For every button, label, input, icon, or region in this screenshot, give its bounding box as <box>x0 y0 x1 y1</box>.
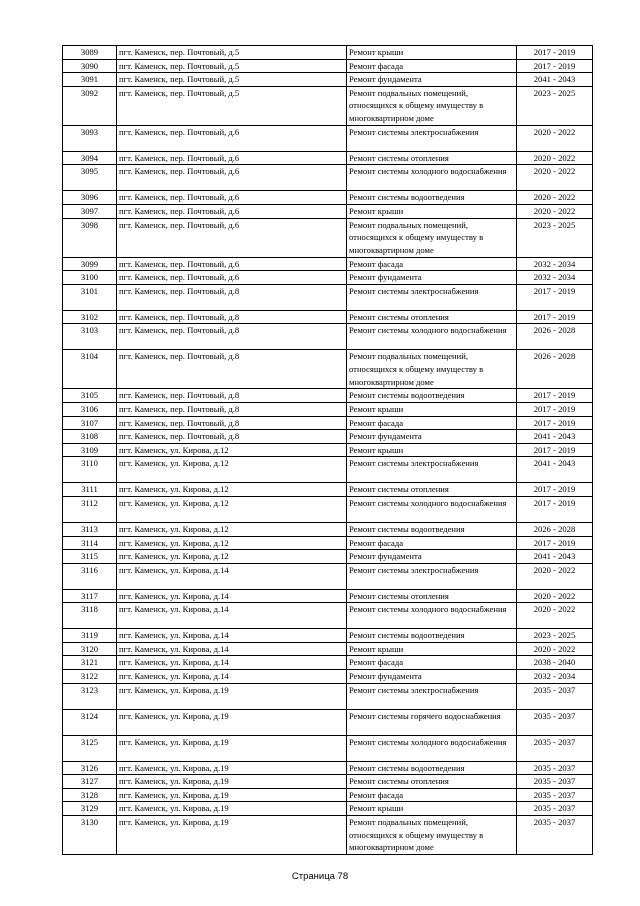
row-work-type: Ремонт подвальных помещений, относящихся к общему имуществу в многоквартирном доме <box>347 350 517 389</box>
table-row <box>63 86 593 125</box>
row-address: пгт. Каменск, пер. Почтовый, д.5 <box>117 59 347 73</box>
row-work-type: Ремонт системы холодного водоснабжения <box>347 165 517 191</box>
row-number: 3091 <box>63 73 117 87</box>
row-work-type: Ремонт системы холодного водоснабжения <box>347 324 517 350</box>
row-period: 2017 - 2019 <box>517 416 593 430</box>
row-period: 2017 - 2019 <box>517 402 593 416</box>
row-address: пгт. Каменск, пер. Почтовый, д.6 <box>117 271 347 285</box>
row-work-type: Ремонт системы отопления <box>347 589 517 603</box>
row-number: 3108 <box>63 430 117 444</box>
row-work-type: Ремонт системы холодного водоснабжения <box>347 603 517 629</box>
row-number: 3113 <box>63 522 117 536</box>
row-period: 2020 - 2022 <box>517 125 593 151</box>
row-work-type: Ремонт системы электроснабжения <box>347 457 517 483</box>
row-period: 2026 - 2028 <box>517 350 593 389</box>
row-period: 2017 - 2019 <box>517 443 593 457</box>
row-work-type: Ремонт системы электроснабжения <box>347 683 517 709</box>
row-period: 2035 - 2037 <box>517 709 593 735</box>
row-period: 2020 - 2022 <box>517 191 593 205</box>
table-row <box>63 656 593 670</box>
row-number: 3124 <box>63 709 117 735</box>
row-address: пгт. Каменск, ул. Кирова, д.19 <box>117 775 347 789</box>
row-address: пгт. Каменск, ул. Кирова, д.19 <box>117 709 347 735</box>
row-number: 3122 <box>63 670 117 684</box>
row-work-type: Ремонт системы электроснабжения <box>347 563 517 589</box>
row-number: 3123 <box>63 683 117 709</box>
row-address: пгт. Каменск, пер. Почтовый, д.8 <box>117 284 347 310</box>
table-row <box>63 629 593 643</box>
table-row <box>63 550 593 564</box>
row-address: пгт. Каменск, пер. Почтовый, д.6 <box>117 151 347 165</box>
row-number: 3099 <box>63 257 117 271</box>
row-address: пгт. Каменск, ул. Кирова, д.19 <box>117 816 347 855</box>
row-number: 3114 <box>63 536 117 550</box>
row-period: 2035 - 2037 <box>517 683 593 709</box>
row-work-type: Ремонт системы водоотведения <box>347 522 517 536</box>
row-number: 3104 <box>63 350 117 389</box>
row-work-type: Ремонт крыши <box>347 802 517 816</box>
row-number: 3121 <box>63 656 117 670</box>
row-period: 2017 - 2019 <box>517 483 593 497</box>
row-work-type: Ремонт фундамента <box>347 430 517 444</box>
row-work-type: Ремонт системы отопления <box>347 310 517 324</box>
row-number: 3094 <box>63 151 117 165</box>
row-number: 3116 <box>63 563 117 589</box>
table-row <box>63 165 593 191</box>
row-address: пгт. Каменск, пер. Почтовый, д.8 <box>117 310 347 324</box>
row-address: пгт. Каменск, ул. Кирова, д.12 <box>117 522 347 536</box>
row-period: 2035 - 2037 <box>517 775 593 789</box>
row-period: 2020 - 2022 <box>517 563 593 589</box>
table-row <box>63 59 593 73</box>
table-row <box>63 389 593 403</box>
row-work-type: Ремонт крыши <box>347 204 517 218</box>
row-period: 2017 - 2019 <box>517 59 593 73</box>
row-period: 2041 - 2043 <box>517 73 593 87</box>
row-period: 2020 - 2022 <box>517 589 593 603</box>
row-work-type: Ремонт фасада <box>347 257 517 271</box>
row-period: 2017 - 2019 <box>517 284 593 310</box>
row-number: 3120 <box>63 642 117 656</box>
row-number: 3110 <box>63 457 117 483</box>
row-period: 2035 - 2037 <box>517 788 593 802</box>
row-work-type: Ремонт подвальных помещений, относящихся к общему имуществу в многоквартирном доме <box>347 816 517 855</box>
row-period: 2023 - 2025 <box>517 218 593 257</box>
row-work-type: Ремонт фундамента <box>347 670 517 684</box>
row-number: 3098 <box>63 218 117 257</box>
row-period: 2032 - 2034 <box>517 257 593 271</box>
table-row <box>63 670 593 684</box>
row-work-type: Ремонт фасада <box>347 536 517 550</box>
row-address: пгт. Каменск, ул. Кирова, д.12 <box>117 496 347 522</box>
row-number: 3096 <box>63 191 117 205</box>
table-row <box>63 735 593 761</box>
row-work-type: Ремонт фасада <box>347 59 517 73</box>
row-period: 2035 - 2037 <box>517 735 593 761</box>
row-period: 2041 - 2043 <box>517 550 593 564</box>
table-row <box>63 324 593 350</box>
row-number: 3095 <box>63 165 117 191</box>
row-work-type: Ремонт системы отопления <box>347 151 517 165</box>
row-number: 3102 <box>63 310 117 324</box>
row-address: пгт. Каменск, ул. Кирова, д.12 <box>117 443 347 457</box>
table-row <box>63 284 593 310</box>
row-period: 2035 - 2037 <box>517 761 593 775</box>
table-row <box>63 457 593 483</box>
row-number: 3130 <box>63 816 117 855</box>
row-work-type: Ремонт фундамента <box>347 271 517 285</box>
table-row <box>63 709 593 735</box>
row-work-type: Ремонт системы электроснабжения <box>347 284 517 310</box>
row-work-type: Ремонт системы горячего водоснабжения <box>347 709 517 735</box>
row-work-type: Ремонт фундамента <box>347 550 517 564</box>
row-work-type: Ремонт крыши <box>347 443 517 457</box>
row-number: 3126 <box>63 761 117 775</box>
row-number: 3125 <box>63 735 117 761</box>
row-period: 2023 - 2025 <box>517 629 593 643</box>
row-work-type: Ремонт крыши <box>347 402 517 416</box>
table-row <box>63 775 593 789</box>
table-row <box>63 310 593 324</box>
table-row <box>63 46 593 60</box>
table-row <box>63 218 593 257</box>
row-work-type: Ремонт системы холодного водоснабжения <box>347 735 517 761</box>
row-address: пгт. Каменск, ул. Кирова, д.19 <box>117 735 347 761</box>
row-address: пгт. Каменск, ул. Кирова, д.12 <box>117 457 347 483</box>
row-number: 3093 <box>63 125 117 151</box>
row-address: пгт. Каменск, пер. Почтовый, д.8 <box>117 324 347 350</box>
row-period: 2032 - 2034 <box>517 670 593 684</box>
row-work-type: Ремонт фасада <box>347 416 517 430</box>
row-work-type: Ремонт крыши <box>347 46 517 60</box>
table-row <box>63 271 593 285</box>
row-work-type: Ремонт системы водоотведения <box>347 629 517 643</box>
row-address: пгт. Каменск, ул. Кирова, д.14 <box>117 642 347 656</box>
row-number: 3118 <box>63 603 117 629</box>
table-row <box>63 788 593 802</box>
row-address: пгт. Каменск, ул. Кирова, д.14 <box>117 589 347 603</box>
row-period: 2020 - 2022 <box>517 603 593 629</box>
row-work-type: Ремонт системы отопления <box>347 483 517 497</box>
table-row <box>63 416 593 430</box>
row-period: 2020 - 2022 <box>517 204 593 218</box>
table-row <box>63 483 593 497</box>
row-number: 3128 <box>63 788 117 802</box>
row-work-type: Ремонт фундамента <box>347 73 517 87</box>
row-number: 3092 <box>63 86 117 125</box>
table-row <box>63 683 593 709</box>
row-work-type: Ремонт системы водоотведения <box>347 761 517 775</box>
row-period: 2035 - 2037 <box>517 802 593 816</box>
row-number: 3109 <box>63 443 117 457</box>
row-number: 3101 <box>63 284 117 310</box>
row-work-type: Ремонт фасада <box>347 656 517 670</box>
row-work-type: Ремонт системы отопления <box>347 775 517 789</box>
row-period: 2020 - 2022 <box>517 151 593 165</box>
row-address: пгт. Каменск, ул. Кирова, д.14 <box>117 670 347 684</box>
row-address: пгт. Каменск, ул. Кирова, д.12 <box>117 536 347 550</box>
row-period: 2026 - 2028 <box>517 324 593 350</box>
row-period: 2020 - 2022 <box>517 165 593 191</box>
row-number: 3119 <box>63 629 117 643</box>
row-address: пгт. Каменск, ул. Кирова, д.14 <box>117 656 347 670</box>
row-address: пгт. Каменск, пер. Почтовый, д.6 <box>117 257 347 271</box>
table-body <box>63 46 593 855</box>
table-row <box>63 761 593 775</box>
row-address: пгт. Каменск, пер. Почтовый, д.8 <box>117 430 347 444</box>
table-row <box>63 563 593 589</box>
row-number: 3112 <box>63 496 117 522</box>
row-address: пгт. Каменск, пер. Почтовый, д.6 <box>117 125 347 151</box>
row-address: пгт. Каменск, пер. Почтовый, д.6 <box>117 218 347 257</box>
row-number: 3097 <box>63 204 117 218</box>
repair-schedule-table <box>62 45 593 855</box>
row-address: пгт. Каменск, ул. Кирова, д.12 <box>117 483 347 497</box>
table-row <box>63 802 593 816</box>
row-number: 3127 <box>63 775 117 789</box>
table-row <box>63 603 593 629</box>
row-period: 2020 - 2022 <box>517 642 593 656</box>
table-row <box>63 536 593 550</box>
table-row <box>63 125 593 151</box>
row-period: 2041 - 2043 <box>517 457 593 483</box>
row-number: 3100 <box>63 271 117 285</box>
row-address: пгт. Каменск, ул. Кирова, д.19 <box>117 761 347 775</box>
row-period: 2041 - 2043 <box>517 430 593 444</box>
row-number: 3129 <box>63 802 117 816</box>
row-work-type: Ремонт подвальных помещений, относящихся к общему имуществу в многоквартирном доме <box>347 86 517 125</box>
row-period: 2017 - 2019 <box>517 46 593 60</box>
page-number: Страница 78 <box>291 871 349 882</box>
table-row <box>63 430 593 444</box>
row-address: пгт. Каменск, пер. Почтовый, д.8 <box>117 350 347 389</box>
table-row <box>63 191 593 205</box>
row-number: 3117 <box>63 589 117 603</box>
row-number: 3105 <box>63 389 117 403</box>
row-work-type: Ремонт системы водоотведения <box>347 191 517 205</box>
row-address: пгт. Каменск, ул. Кирова, д.12 <box>117 550 347 564</box>
row-work-type: Ремонт подвальных помещений, относящихся к общему имуществу в многоквартирном доме <box>347 218 517 257</box>
table-row <box>63 257 593 271</box>
table-row <box>63 204 593 218</box>
table-row <box>63 73 593 87</box>
table-row <box>63 151 593 165</box>
row-period: 2017 - 2019 <box>517 496 593 522</box>
row-number: 3111 <box>63 483 117 497</box>
row-work-type: Ремонт фасада <box>347 788 517 802</box>
row-number: 3103 <box>63 324 117 350</box>
table-row <box>63 443 593 457</box>
row-number: 3089 <box>63 46 117 60</box>
table-row <box>63 642 593 656</box>
row-number: 3115 <box>63 550 117 564</box>
row-address: пгт. Каменск, пер. Почтовый, д.8 <box>117 402 347 416</box>
row-period: 2023 - 2025 <box>517 86 593 125</box>
row-work-type: Ремонт системы водоотведения <box>347 389 517 403</box>
row-number: 3107 <box>63 416 117 430</box>
row-address: пгт. Каменск, пер. Почтовый, д.5 <box>117 73 347 87</box>
row-address: пгт. Каменск, ул. Кирова, д.14 <box>117 629 347 643</box>
row-address: пгт. Каменск, пер. Почтовый, д.8 <box>117 416 347 430</box>
row-address: пгт. Каменск, пер. Почтовый, д.6 <box>117 191 347 205</box>
row-period: 2026 - 2028 <box>517 522 593 536</box>
row-period: 2035 - 2037 <box>517 816 593 855</box>
row-address: пгт. Каменск, пер. Почтовый, д.6 <box>117 165 347 191</box>
table-row <box>63 350 593 389</box>
row-number: 3106 <box>63 402 117 416</box>
row-address: пгт. Каменск, ул. Кирова, д.19 <box>117 802 347 816</box>
row-work-type: Ремонт системы электроснабжения <box>347 125 517 151</box>
row-address: пгт. Каменск, пер. Почтовый, д.8 <box>117 389 347 403</box>
row-period: 2032 - 2034 <box>517 271 593 285</box>
row-address: пгт. Каменск, ул. Кирова, д.19 <box>117 683 347 709</box>
table-row <box>63 402 593 416</box>
row-address: пгт. Каменск, ул. Кирова, д.14 <box>117 563 347 589</box>
row-address: пгт. Каменск, ул. Кирова, д.19 <box>117 788 347 802</box>
row-address: пгт. Каменск, пер. Почтовый, д.6 <box>117 204 347 218</box>
row-period: 2017 - 2019 <box>517 536 593 550</box>
row-period: 2038 - 2040 <box>517 656 593 670</box>
row-period: 2017 - 2019 <box>517 310 593 324</box>
table-row <box>63 816 593 855</box>
row-address: пгт. Каменск, ул. Кирова, д.14 <box>117 603 347 629</box>
row-address: пгт. Каменск, пер. Почтовый, д.5 <box>117 86 347 125</box>
row-work-type: Ремонт крыши <box>347 642 517 656</box>
table-row <box>63 522 593 536</box>
table-row <box>63 496 593 522</box>
row-address: пгт. Каменск, пер. Почтовый, д.5 <box>117 46 347 60</box>
table-row <box>63 589 593 603</box>
row-number: 3090 <box>63 59 117 73</box>
row-work-type: Ремонт системы холодного водоснабжения <box>347 496 517 522</box>
row-period: 2017 - 2019 <box>517 389 593 403</box>
